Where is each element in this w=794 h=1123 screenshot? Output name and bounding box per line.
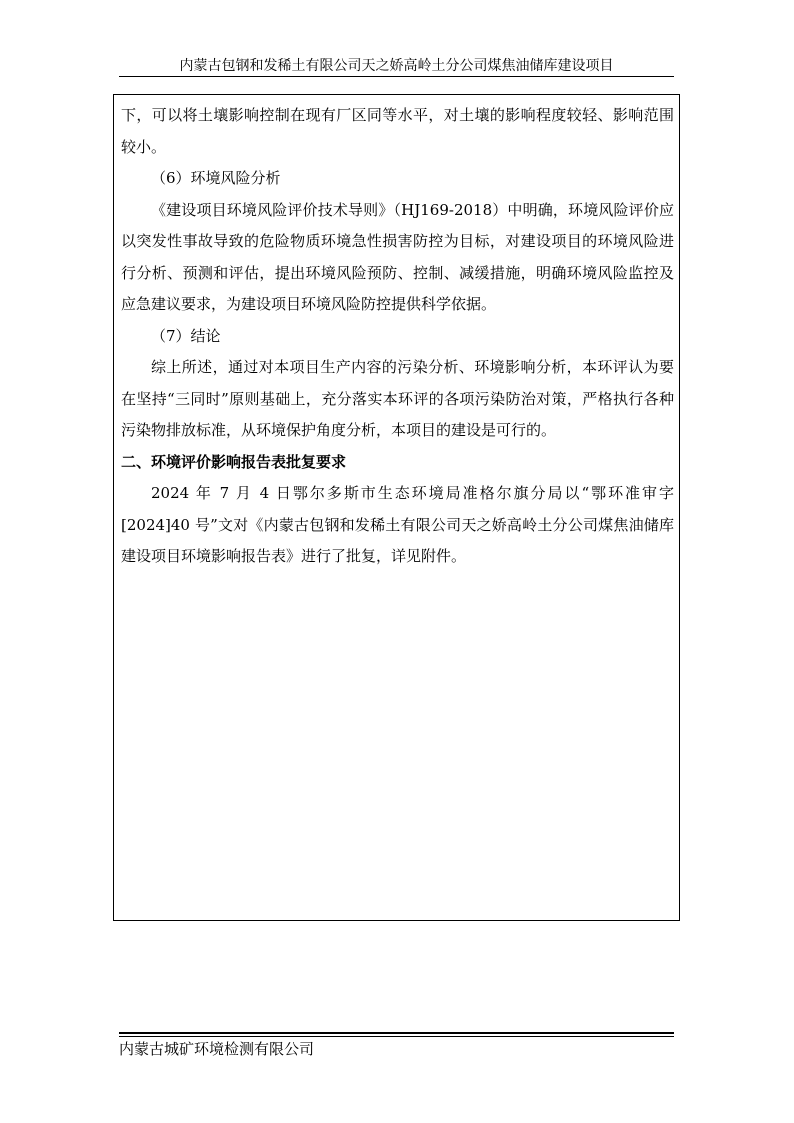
header-divider (119, 76, 674, 77)
footer-divider-thick (119, 1032, 674, 1034)
section-heading-conclusion: （7）结论 (151, 326, 221, 345)
page-footer-company: 内蒙古城矿环境检测有限公司 (119, 1040, 315, 1058)
section-heading-approval-requirements: 二、环境评价影响报告表批复要求 (121, 452, 347, 471)
section-heading-risk-analysis: （6）环境风险分析 (151, 169, 281, 187)
footer-divider-thin (119, 1036, 674, 1037)
paragraph-approval: 2024 年 7 月 4 日鄂尔多斯市生态环境局准格尔旗分局以“鄂环准审字[2024]40 号”文对《内蒙古包钢和发稀土有限公司天之娇高岭土分公司煤焦油储库建设项目环境影响报告表》进行了批复，详见附件。 (121, 484, 674, 565)
paragraph-risk-analysis: 《建设项目环境风险评价技术导则》（HJ169-2018）中明确，环境风险评价应以突发性事故导致的危险物质环境急性损害防控为目标，对建设项目的环境风险进行分析、预测和评估，提出环境风险预防、控制、减缓措施，明确环境风险监控及应急建议要求，为建设项目环境风险防控提供科学依据。 (121, 200, 674, 313)
page-header: 内蒙古包钢和发稀土有限公司天之娇高岭土分公司煤焦油储库建设项目 (179, 58, 614, 74)
paragraph-soil-continuation: 下，可以将土壤影响控制在现有厂区同等水平，对土壤的影响程度较轻、影响范围较小。 (121, 106, 674, 156)
content-text (121, 100, 674, 573)
paragraph-conclusion: 综上所述，通过对本项目生产内容的污染分析、环境影响分析，本环评认为要在坚持“三同时”原则基础上，充分落实本环评的各项污染防治对策，严格执行各种污染物排放标准，从环境保护角度分析，本项目的建设是可行的。 (121, 358, 674, 439)
content-table-cell (113, 94, 680, 921)
